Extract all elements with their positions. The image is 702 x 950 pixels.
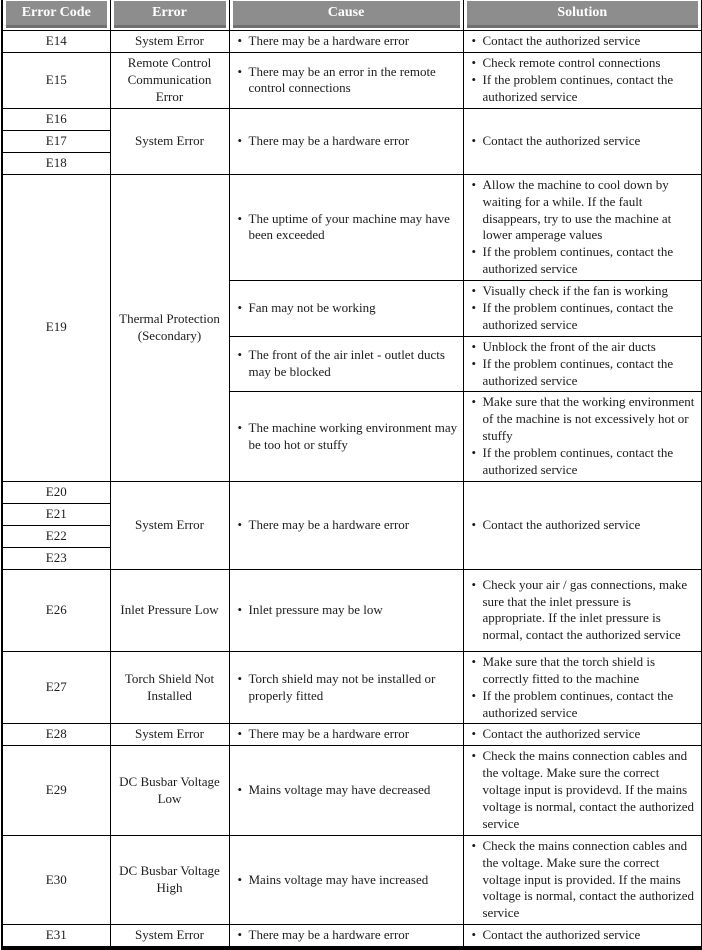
table-row-e15: [2, 53, 702, 109]
cause-item: • Mains voltage may have decreased: [237, 782, 458, 799]
cause-cell: [229, 481, 463, 569]
solution-item: • If the problem continues, contact the authorized service: [471, 72, 697, 106]
solution-cell: [463, 746, 702, 835]
solution-item: • Allow the machine to cool down by waiting for a while. If the fault disappears, try to use the machine at lower amperage values: [471, 177, 697, 245]
solution-cell: [463, 392, 702, 481]
cause-item: • There may be a hardware error: [237, 927, 458, 944]
solution-cell: [463, 651, 702, 724]
solution-item: • Visually check if the fan is working: [471, 283, 697, 300]
cause-item: • There may be a hardware error: [237, 133, 458, 150]
solution-item: • Contact the authorized service: [471, 133, 697, 150]
table-row-e16: [2, 108, 702, 130]
error-name-cell: System Error: [110, 481, 229, 569]
error-name-cell: Inlet Pressure Low: [110, 569, 229, 651]
solution-item: • Check your air / gas connections, make sure that the inlet pressure is appropriate. If the inlet pressure is normal, contact the authorized service: [471, 577, 697, 645]
error-code-cell: E31: [2, 925, 110, 948]
cause-cell: [229, 108, 463, 174]
cause-cell: [229, 31, 463, 53]
solution-item: • If the problem continues, contact the authorized service: [471, 356, 697, 390]
solution-item: • Contact the authorized service: [471, 927, 697, 944]
error-code-cell: E17: [2, 130, 110, 152]
error-code-cell: E29: [2, 746, 110, 835]
error-code-cell: E22: [2, 525, 110, 547]
cause-item: • There may be a hardware error: [237, 726, 458, 743]
solution-cell: [463, 53, 702, 109]
table-row-e28: [2, 724, 702, 746]
table-row-e30: [2, 835, 702, 924]
cause-item: • The front of the air inlet - outlet ducts may be blocked: [237, 347, 458, 381]
solution-cell: [463, 336, 702, 392]
table-row-e31: [2, 925, 702, 948]
error-name-cell: Torch Shield Not Installed: [110, 651, 229, 724]
solution-cell: [463, 481, 702, 569]
error-code-cell: E14: [2, 31, 110, 53]
error-name-cell: DC Busbar Voltage Low: [110, 746, 229, 835]
error-code-cell: E26: [2, 569, 110, 651]
solution-item: • Make sure that the torch shield is correctly fitted to the machine: [471, 654, 697, 688]
error-name-cell: Thermal Protection (Secondary): [110, 174, 229, 481]
cause-cell: [229, 336, 463, 392]
error-code-cell: E19: [2, 174, 110, 481]
solution-item: • Contact the authorized service: [471, 726, 697, 743]
solution-cell: [463, 569, 702, 651]
cause-cell: [229, 569, 463, 651]
table-row-e19-sub1: [2, 174, 702, 280]
cause-item: • Inlet pressure may be low: [237, 602, 458, 619]
cause-cell: [229, 835, 463, 924]
solution-item: • Check remote control connections: [471, 55, 697, 72]
column-header-cause-label: Cause: [233, 1, 460, 28]
error-name-cell: System Error: [110, 108, 229, 174]
error-code-cell: E15: [2, 53, 110, 109]
error-code-cell: E28: [2, 724, 110, 746]
solution-cell: [463, 281, 702, 337]
solution-item: • If the problem continues, contact the authorized service: [471, 445, 697, 479]
cause-cell: [229, 53, 463, 109]
solution-cell: [463, 724, 702, 746]
cause-item: • Fan may not be working: [237, 300, 458, 317]
error-code-cell: E23: [2, 547, 110, 569]
cause-item: • The uptime of your machine may have been exceeded: [237, 211, 458, 245]
table-row-e26: [2, 569, 702, 651]
cause-cell: [229, 281, 463, 337]
cause-cell: [229, 174, 463, 280]
error-name-cell: System Error: [110, 31, 229, 53]
cause-cell: [229, 392, 463, 481]
error-name-cell: Remote Control Communication Error: [110, 53, 229, 109]
cause-item: • Torch shield may not be installed or properly fitted: [237, 671, 458, 705]
cause-cell: [229, 925, 463, 948]
cause-item: • Mains voltage may have increased: [237, 872, 458, 889]
column-header-error-label: Error: [114, 1, 226, 28]
solution-item: • Make sure that the working environment of the machine is not excessively hot or stuffy: [471, 394, 697, 445]
cause-item: • There may be a hardware error: [237, 33, 458, 50]
cause-cell: [229, 651, 463, 724]
solution-item: • If the problem continues, contact the authorized service: [471, 244, 697, 278]
table-row-e29: [2, 746, 702, 835]
error-code-cell: E18: [2, 152, 110, 174]
cause-item: • There may be an error in the remote control connections: [237, 64, 458, 98]
error-code-cell: E30: [2, 835, 110, 924]
solution-cell: [463, 835, 702, 924]
solution-cell: [463, 31, 702, 53]
error-code-cell: E27: [2, 651, 110, 724]
error-name-cell: System Error: [110, 925, 229, 948]
cause-cell: [229, 746, 463, 835]
solution-item: • Check the mains connection cables and the voltage. Make sure the correct voltage input is provided. If the mains voltage is normal, contact the authorized service: [471, 838, 697, 922]
table-row-e20: [2, 481, 702, 503]
solution-item: • Contact the authorized service: [471, 33, 697, 50]
error-code-cell: E21: [2, 503, 110, 525]
column-header-error-code-label: Error Code: [6, 1, 107, 28]
solution-cell: [463, 108, 702, 174]
cause-item: • The machine working environment may be too hot or stuffy: [237, 420, 458, 454]
error-name-cell: System Error: [110, 724, 229, 746]
column-header-solution-label: Solution: [467, 1, 699, 28]
solution-item: • Contact the authorized service: [471, 517, 697, 534]
table-row-e14: [2, 31, 702, 53]
solution-cell: [463, 925, 702, 948]
cause-cell: [229, 724, 463, 746]
table-row-e27: [2, 651, 702, 724]
column-header-solution: [463, 0, 702, 31]
column-header-cause: [229, 0, 463, 31]
column-header-error: [110, 0, 229, 31]
error-code-cell: E16: [2, 108, 110, 130]
solution-item: • Unblock the front of the air ducts: [471, 339, 697, 356]
error-code-cell: E20: [2, 481, 110, 503]
solution-item: • Check the mains connection cables and the voltage. Make sure the correct voltage input is providevd. If the mains voltage is normal, contact the authorized service: [471, 748, 697, 832]
solution-item: • If the problem continues, contact the authorized service: [471, 688, 697, 722]
solution-item: • If the problem continues, contact the authorized service: [471, 300, 697, 334]
error-name-cell: DC Busbar Voltage High: [110, 835, 229, 924]
solution-cell: [463, 174, 702, 280]
error-code-table: [1, 0, 702, 950]
cause-item: • There may be a hardware error: [237, 517, 458, 534]
column-header-error-code: [2, 0, 110, 31]
header-row: [2, 0, 702, 31]
